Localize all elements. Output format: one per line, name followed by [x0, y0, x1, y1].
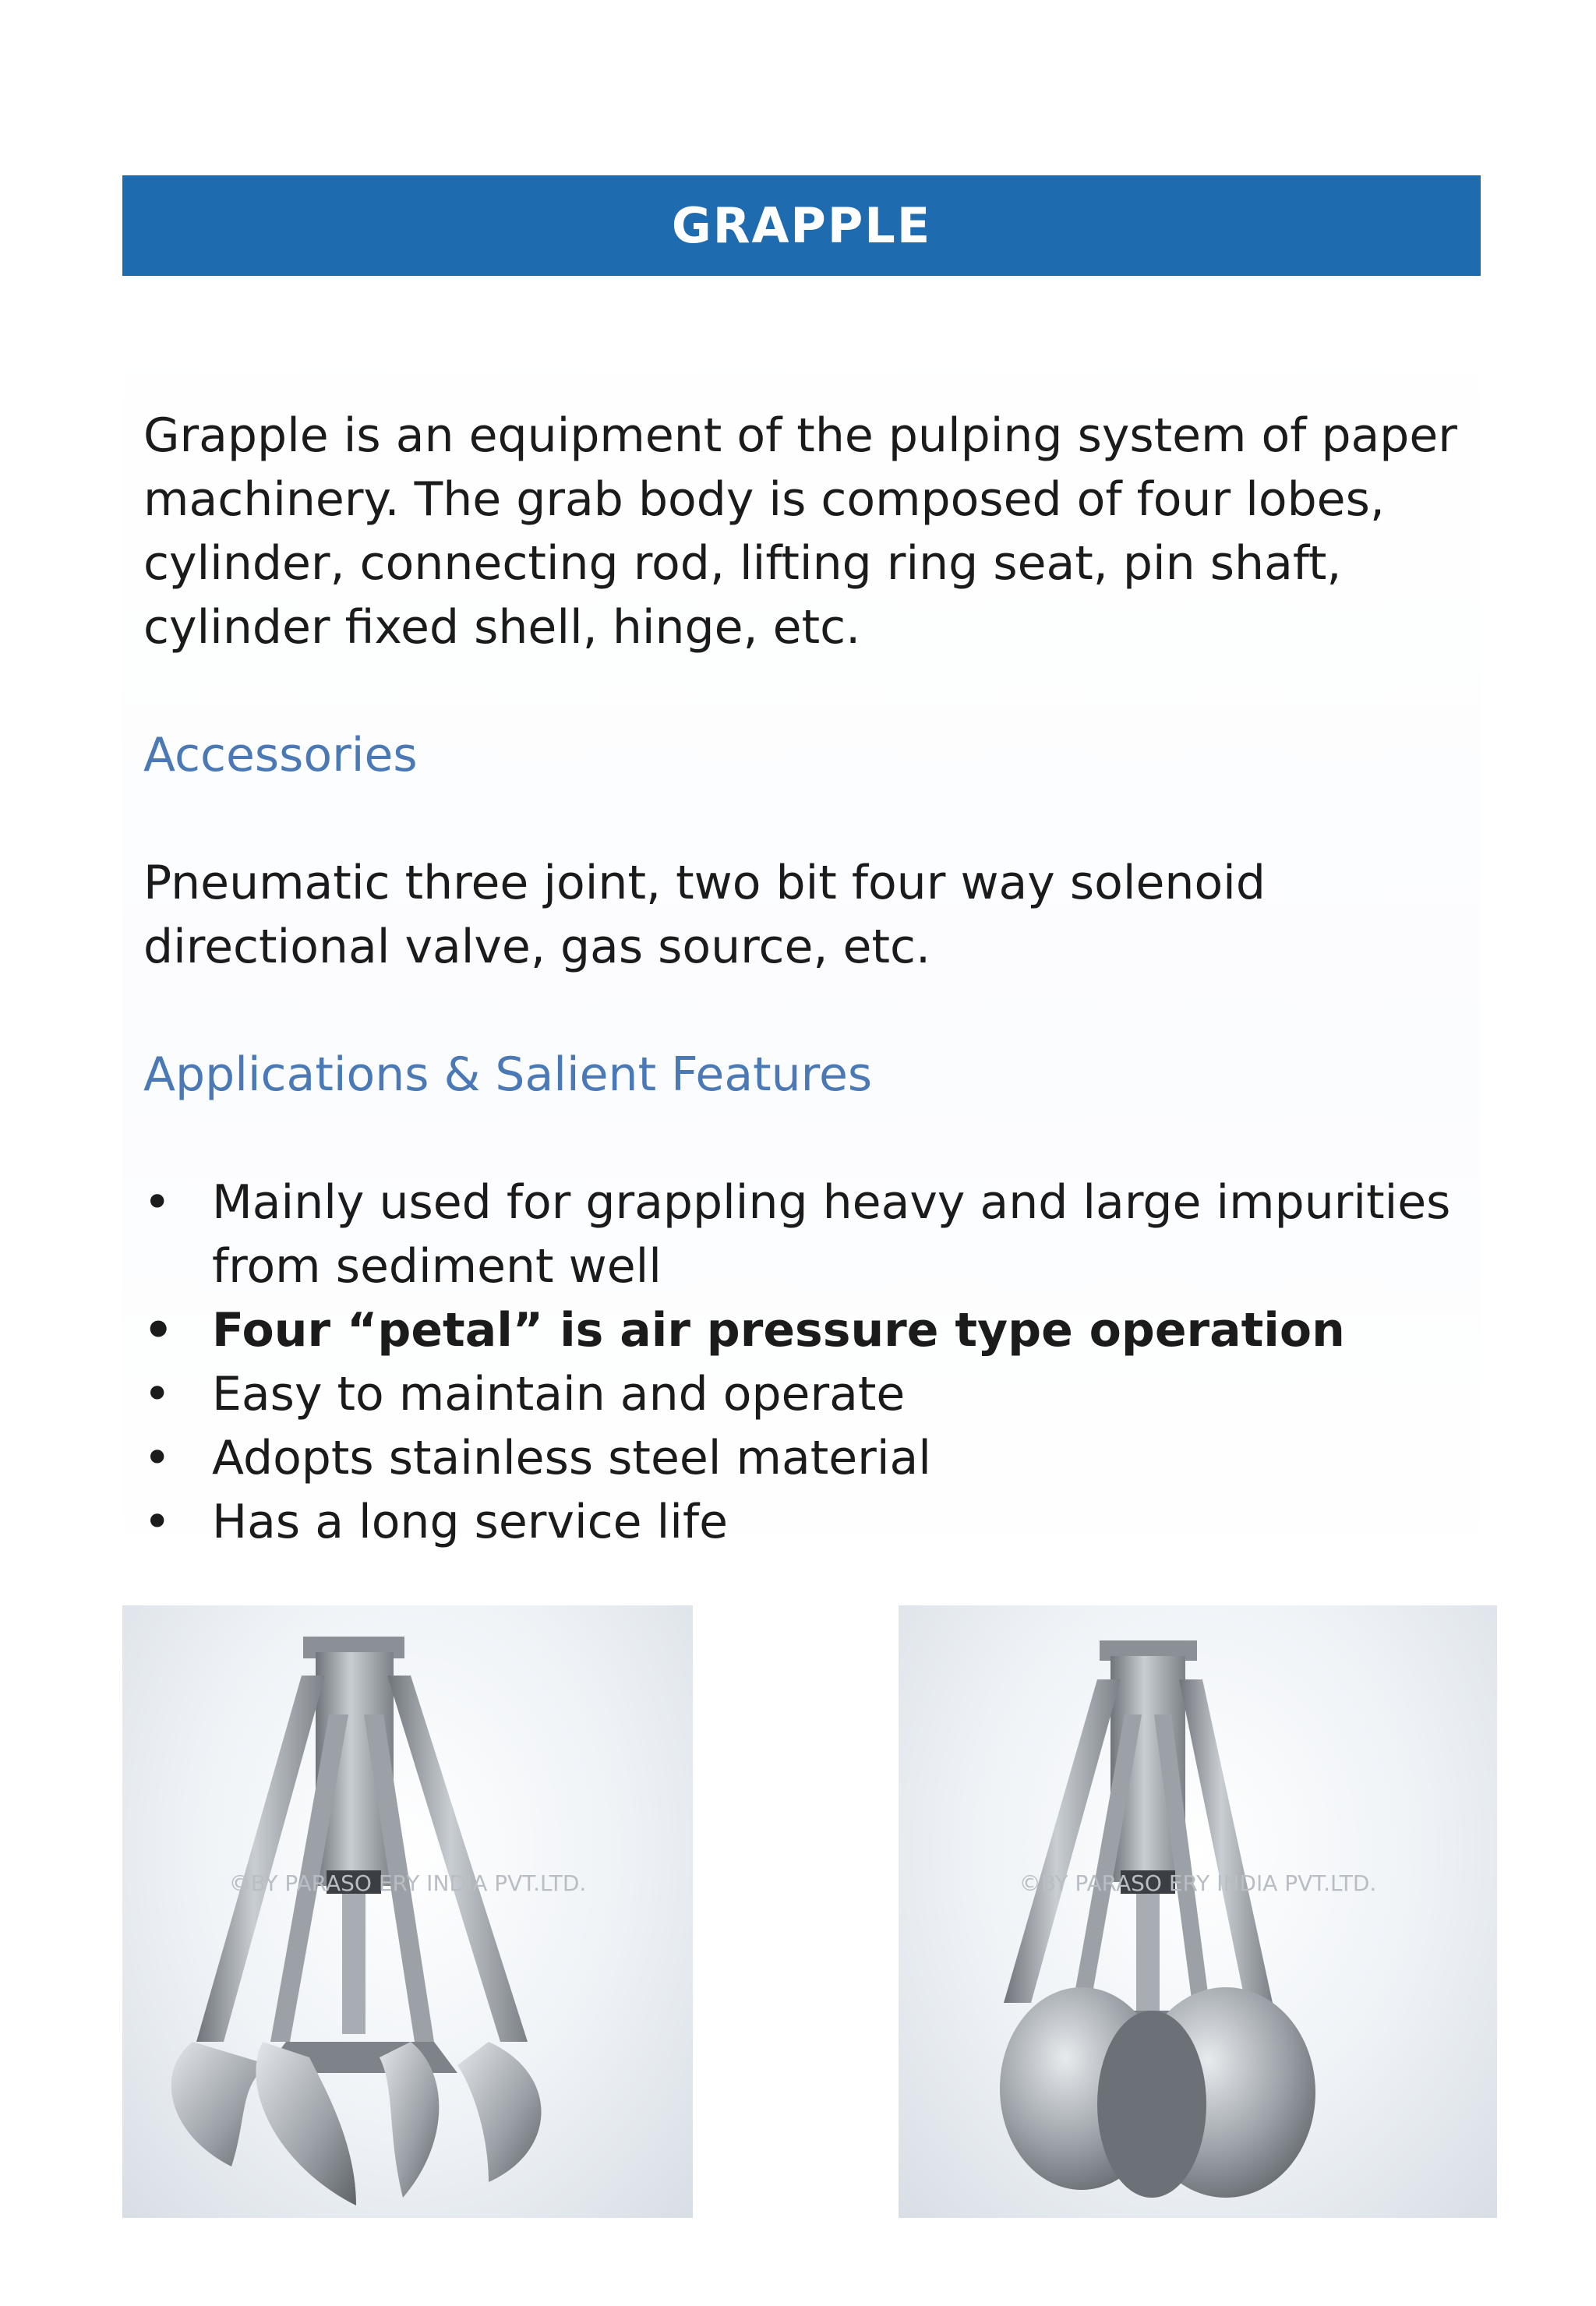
intro-line: cylinder, connecting rod, lifting ring seat, pin shaft,	[143, 536, 1342, 591]
grapple-closed-illustration	[899, 1605, 1497, 2218]
spacer	[143, 659, 1468, 723]
content-body	[143, 404, 1468, 1554]
bullet-icon: •	[143, 1431, 171, 1485]
page-title: GRAPPLE	[671, 197, 932, 254]
list-item	[143, 1426, 1468, 1490]
grapple-open-illustration	[122, 1605, 693, 2218]
accessories-line: Pneumatic three joint, two bit four way solenoid	[143, 856, 1266, 910]
photo-watermark: ©BY PARASO ERY INDIA PVT.LTD.	[1019, 1870, 1377, 1896]
list-item-text: from sediment well	[212, 1239, 662, 1294]
spacer	[143, 787, 1468, 851]
list-item-text: Adopts stainless steel material	[212, 1431, 931, 1485]
list-item	[143, 1362, 1468, 1426]
list-item-text: Easy to maintain and operate	[212, 1367, 906, 1421]
list-item	[143, 1298, 1468, 1362]
title-bar	[122, 175, 1481, 276]
accessories-heading: Accessories	[143, 728, 418, 782]
intro-paragraph	[143, 404, 1468, 659]
list-item-text: Mainly used for grappling heavy and large impurities	[212, 1175, 1451, 1230]
bullet-icon: •	[143, 1367, 171, 1421]
photo-watermark: ©BY PARASO ERY INDIA PVT.LTD.	[228, 1870, 587, 1896]
bullet-icon: •	[143, 1175, 171, 1230]
intro-line: machinery. The grab body is composed of four lobes,	[143, 472, 1385, 527]
accessories-line: directional valve, gas source, etc.	[143, 920, 931, 974]
features-list	[143, 1171, 1468, 1554]
list-item	[143, 1171, 1468, 1298]
features-heading: Applications & Salient Features	[143, 1047, 873, 1102]
spacer	[143, 1107, 1468, 1171]
bullet-icon: •	[143, 1303, 174, 1358]
intro-line: cylinder fixed shell, hinge, etc.	[143, 600, 861, 655]
intro-line: Grapple is an equipment of the pulping system of paper	[143, 408, 1457, 463]
list-item-text: Four “petal” is air pressure type operation	[212, 1303, 1345, 1358]
list-item-text: Has a long service life	[212, 1495, 728, 1549]
bullet-icon: •	[143, 1495, 171, 1549]
list-item	[143, 1490, 1468, 1554]
grapple-closed-photo	[899, 1605, 1497, 2218]
spacer	[143, 979, 1468, 1043]
accessories-paragraph	[143, 851, 1468, 979]
grapple-open-photo	[122, 1605, 693, 2218]
